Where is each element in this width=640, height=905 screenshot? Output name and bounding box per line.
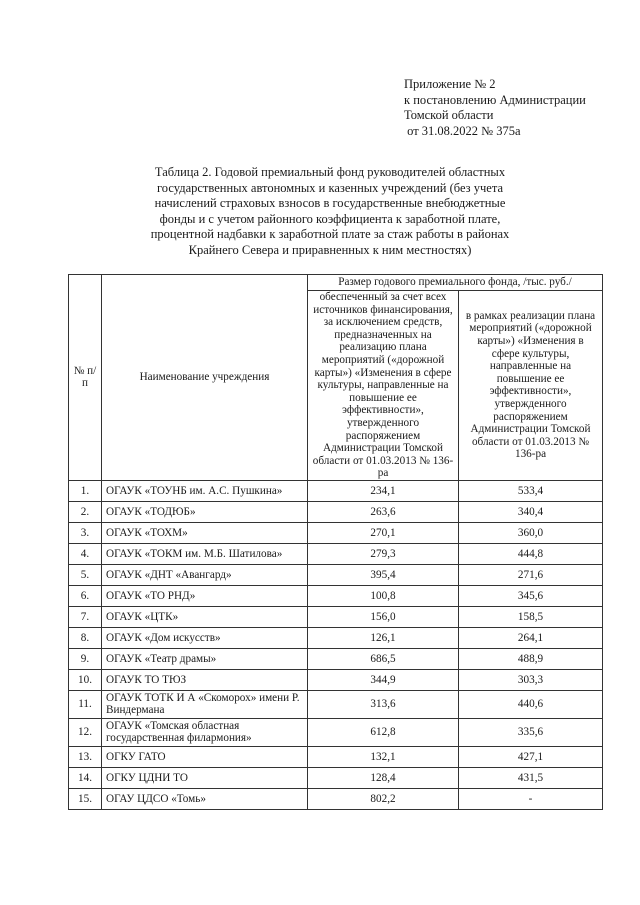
value-all-sources: 279,3 xyxy=(308,543,459,564)
value-all-sources: 263,6 xyxy=(308,501,459,522)
institution-name: ОГАУК ТОТК И А «Скоморох» имени Р. Виндермана xyxy=(102,690,308,718)
title-line: Таблица 2. Годовой премиальный фонд руководителей областных xyxy=(154,165,506,179)
institution-name: ОГАУК ТО ТЮЗ xyxy=(102,669,308,690)
value-roadmap: 340,4 xyxy=(459,501,603,522)
value-all-sources: 132,1 xyxy=(308,746,459,767)
value-all-sources: 270,1 xyxy=(308,522,459,543)
premium-fund-table xyxy=(68,274,603,810)
column-header-number: № п/п xyxy=(69,275,102,481)
value-roadmap: 335,6 xyxy=(459,718,603,746)
row-number: 10. xyxy=(69,669,102,690)
row-number: 3. xyxy=(69,522,102,543)
value-all-sources: 234,1 xyxy=(308,480,459,501)
row-number: 4. xyxy=(69,543,102,564)
column-header-roadmap: в рамках реализации плана мероприятий («дорожной карты») «Изменения в сфере культуры, направленные на повышение ее эффективности», утвержденного распоряжением Администрации Томской области от 01.03.2013 № 136-ра xyxy=(459,291,603,481)
row-number: 1. xyxy=(69,480,102,501)
title-line: Крайнего Севера и приравненных к ним местностях) xyxy=(188,242,472,257)
institution-name: ОГАУК «ДНТ «Авангард» xyxy=(102,564,308,585)
row-number: 11. xyxy=(69,690,102,718)
value-all-sources: 100,8 xyxy=(308,585,459,606)
institution-name: ОГАУК «Дом искусств» xyxy=(102,627,308,648)
institution-name: ОГАУК «ТОУНБ им. А.С. Пушкина» xyxy=(102,480,308,501)
value-roadmap: 345,6 xyxy=(459,585,603,606)
value-all-sources: 395,4 xyxy=(308,564,459,585)
title-line: фонды и с учетом районного коэффициента к заработной плате, xyxy=(159,211,501,226)
value-roadmap: 533,4 xyxy=(459,480,603,501)
appendix-header xyxy=(404,77,586,139)
title-line: начислений страховых взносов в государственные внебюджетные xyxy=(154,196,506,211)
value-all-sources: 156,0 xyxy=(308,606,459,627)
value-all-sources: 612,8 xyxy=(308,718,459,746)
value-roadmap: 427,1 xyxy=(459,746,603,767)
institution-name: ОГАУК «Томская областная государственная филармония» xyxy=(102,718,308,746)
appendix-number: Приложение № 2 xyxy=(404,77,496,91)
column-header-fund-size: Размер годового премиального фонда, /тыс. руб./ xyxy=(308,275,603,291)
appendix-date: от 31.08.2022 № 375а xyxy=(404,123,521,138)
row-number: 8. xyxy=(69,627,102,648)
title-line: государственных автономных и казенных учреждений (без учета xyxy=(156,180,503,195)
institution-name: ОГКУ ГАТО xyxy=(102,746,308,767)
institution-name: ОГАУК «ТО РНД» xyxy=(102,585,308,606)
value-roadmap: - xyxy=(459,788,603,809)
value-roadmap: 488,9 xyxy=(459,648,603,669)
value-roadmap: 440,6 xyxy=(459,690,603,718)
value-roadmap: 303,3 xyxy=(459,669,603,690)
value-all-sources: 802,2 xyxy=(308,788,459,809)
institution-name: ОГАУК «ТОКМ им. М.Б. Шатилова» xyxy=(102,543,308,564)
institution-name: ОГАУК «Театр драмы» xyxy=(102,648,308,669)
value-all-sources: 313,6 xyxy=(308,690,459,718)
institution-name: ОГАУК «ТОХМ» xyxy=(102,522,308,543)
value-all-sources: 126,1 xyxy=(308,627,459,648)
row-number: 15. xyxy=(69,788,102,809)
institution-name: ОГАУК «ТОДЮБ» xyxy=(102,501,308,522)
title-line: процентной надбавки к заработной плате за стаж работы в районах xyxy=(150,227,510,242)
appendix-region: Томской области xyxy=(404,108,494,122)
appendix-reference: к постановлению Администрации xyxy=(404,92,586,107)
value-all-sources: 686,5 xyxy=(308,648,459,669)
value-roadmap: 444,8 xyxy=(459,543,603,564)
row-number: 6. xyxy=(69,585,102,606)
institution-name: ОГАУ ЦДСО «Томь» xyxy=(102,788,308,809)
row-number: 12. xyxy=(69,718,102,746)
value-roadmap: 158,5 xyxy=(459,606,603,627)
row-number: 14. xyxy=(69,767,102,788)
column-header-name: Наименование учреждения xyxy=(102,275,308,481)
value-roadmap: 271,6 xyxy=(459,564,603,585)
column-header-all-sources: обеспеченный за счет всех источников финансирования, за исключением средств, предназначенных на реализацию плана мероприятий («дорожной карты») «Изменения в сфере культуры, направленные на повышение ее эффективности», утвержденного распоряжением Администрации Томской области от 01.03.2013 № 136-ра xyxy=(308,291,459,481)
row-number: 7. xyxy=(69,606,102,627)
value-all-sources: 128,4 xyxy=(308,767,459,788)
row-number: 9. xyxy=(69,648,102,669)
row-number: 2. xyxy=(69,501,102,522)
row-number: 5. xyxy=(69,564,102,585)
institution-name: ОГКУ ЦДНИ ТО xyxy=(102,767,308,788)
value-all-sources: 344,9 xyxy=(308,669,459,690)
value-roadmap: 431,5 xyxy=(459,767,603,788)
institution-name: ОГАУК «ЦТК» xyxy=(102,606,308,627)
row-number: 13. xyxy=(69,746,102,767)
value-roadmap: 360,0 xyxy=(459,522,603,543)
value-roadmap: 264,1 xyxy=(459,627,603,648)
table-title xyxy=(120,165,540,259)
